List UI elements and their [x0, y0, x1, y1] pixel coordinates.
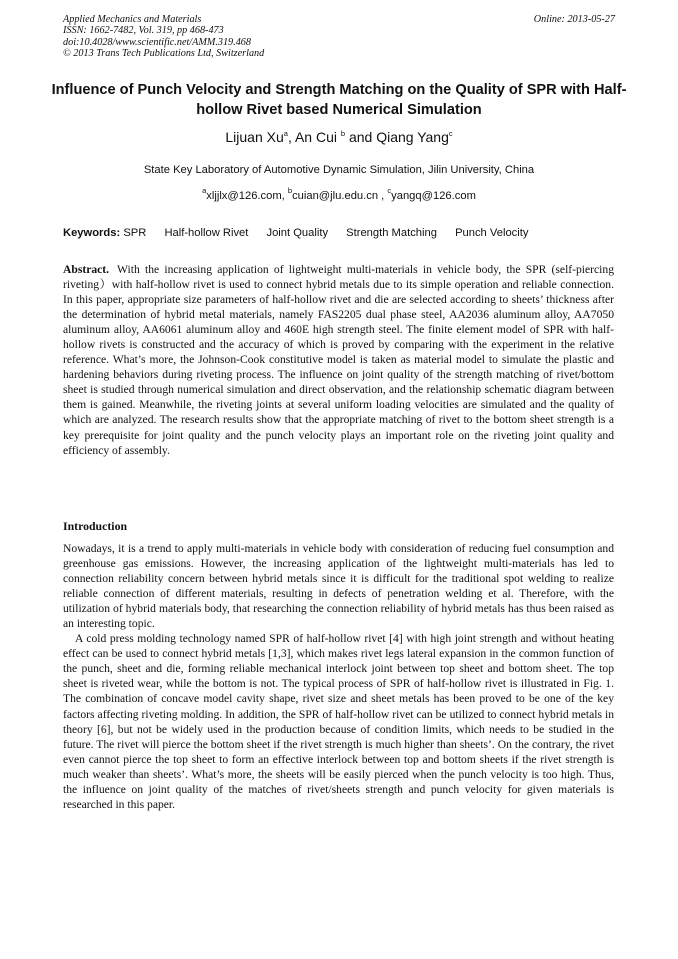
journal-header	[63, 14, 264, 60]
abstract	[63, 262, 614, 458]
journal-name: Applied Mechanics and Materials	[63, 14, 202, 25]
email-address[interactable]: yangq@126.com	[391, 190, 476, 202]
author-name: An Cui	[294, 129, 337, 145]
paragraph: Nowadays, it is a trend to apply multi-materials in vehicle body with consideration of reducing fuel consumption and greenhouse gas emissions. However, the increasing application of the lightweight multi-materials has led to connection reliability concern between hybrid metals since it is difficult for the traditional spot welding to realize reliable connection of different materials, resulting in defects of penetration welding et al. Therefore, with the utilization of hybrid materials body, that researching the connection reliability of hybrid metals has thus been raised as an interesting topic.	[63, 542, 614, 631]
email-list: $^a$xljjlx@126.com, $^b$cuian@jlu.edu.cn , $^c$yangq@126.com	[202, 186, 476, 202]
abstract-label: Abstract.	[63, 263, 110, 276]
author-sup: c	[448, 129, 453, 138]
email-address[interactable]: xljjlx@126.com	[206, 190, 282, 202]
keyword: Strength Matching	[346, 227, 437, 239]
keywords-line	[63, 227, 543, 239]
keyword: Punch Velocity	[455, 227, 529, 239]
affiliation: State Key Laboratory of Automotive Dynamic Simulation, Jilin University, China	[143, 164, 535, 176]
journal-copyright: © 2013 Trans Tech Publications Ltd, Switzerland	[63, 48, 265, 60]
author-name: Lijuan Xu	[225, 129, 284, 145]
abstract-text: With the increasing application of lightweight multi-materials in vehicle body, the SPR (self-piercing riveting）with half-hollow rivet is used to connect hybrid metals due to its simple operation and reliable connection. In this paper, appropriate size parameters of half-hollow rivet and die are selected according to sheets’ thickness after the determination of hybrid metal materials, namely FAS2205 dual phase steel, AA2036 aluminum alloy, AA7050 aluminum alloy, AA6061 aluminum alloy and 460E high strength steel. The finite element model of SPR with half-hollow rivets is constructed and the accuracy of which is proved by comparing with the experiment in the relative reference. What’s more, the Johnson-Cook constitutive model is taken as material model to simulate the plastic and hardening behaviors during riveting process. The influence on joint quality of the strength matching of rivet/bottom sheet is studied through numerical simulation and direct observation, and the relationship schematic diagram between them is gained. Meanwhile, the riveting joints at several uniform loading velocities are simulated and the quality of which are analyzed. The research results show that the appropriate matching of rivet to the bottom sheet strength is a key prerequisite for joint quality and the punch velocity plays an important role on the riveting joint quality and efficiency of assembly.	[63, 263, 614, 457]
email-sup: b	[287, 186, 293, 195]
introduction-body	[63, 541, 614, 812]
email-address[interactable]: cuian@jlu.edu.cn	[292, 190, 379, 202]
author-sup: b	[340, 129, 346, 138]
keyword: Joint Quality	[266, 227, 329, 239]
author-name: Qiang Yang	[376, 129, 449, 145]
online-date: Online: 2013-05-27	[533, 14, 615, 25]
author-list	[0, 129, 678, 145]
journal-doi[interactable]: doi:10.4028/www.scientific.net/AMM.319.468	[63, 36, 251, 48]
author-separator: and	[345, 129, 377, 145]
keyword: SPR	[123, 227, 147, 239]
author-sup: a	[283, 129, 288, 138]
paragraph: A cold press molding technology named SPR of half-hollow rivet [4] with high joint strength and without heating effect can be used to connect hybrid metals [1,3], which makes rivet legs lateral expansion in the common function of the punch, sheet and die, forming reliable mechanical interlock joint between top sheet and bottom sheet. The top sheet is riveted wear, while the bottom is not. The typical process of SPR of half-hollow rivet is illustrated in Fig. 1. The combination of concave model cavity shape, rivet size and sheet metals has been proved to be one of the key factors affecting riveting molding. In addition, the SPR of half-hollow rivet can be utilized to connect hybrid metals in theory [6], but not be widely used in the production because of condition limits, which needs to be studied in the future. The rivet will pierce the bottom sheet if the rivet strength is much higher than sheets’. On the contrary, the rivet even cannot pierce the top sheet to form an effective interlock between top and bottom sheets if the rivet strength is much weaker than sheets’. What’s more, the sheets will be easily pierced when the punch velocity is too high. Thus, the influence on joint quality of the matches of rivet/sheets strength and punch velocity for given materials is researched in this paper.	[63, 632, 614, 811]
journal-issn: ISSN: 1662-7482, Vol. 319, pp 468-473	[63, 25, 224, 37]
email-sup: a	[202, 186, 207, 195]
author-separator: ,	[287, 129, 295, 145]
paper-title: Influence of Punch Velocity and Strength Matching on the Quality of SPR with Half-hollow Rivet based Numerical Simulation	[51, 82, 627, 118]
email-sup: c	[387, 186, 392, 195]
keywords-label: Keywords:	[63, 227, 121, 239]
keyword: Half-hollow Rivet	[164, 227, 249, 239]
section-heading: Introduction	[63, 519, 128, 533]
